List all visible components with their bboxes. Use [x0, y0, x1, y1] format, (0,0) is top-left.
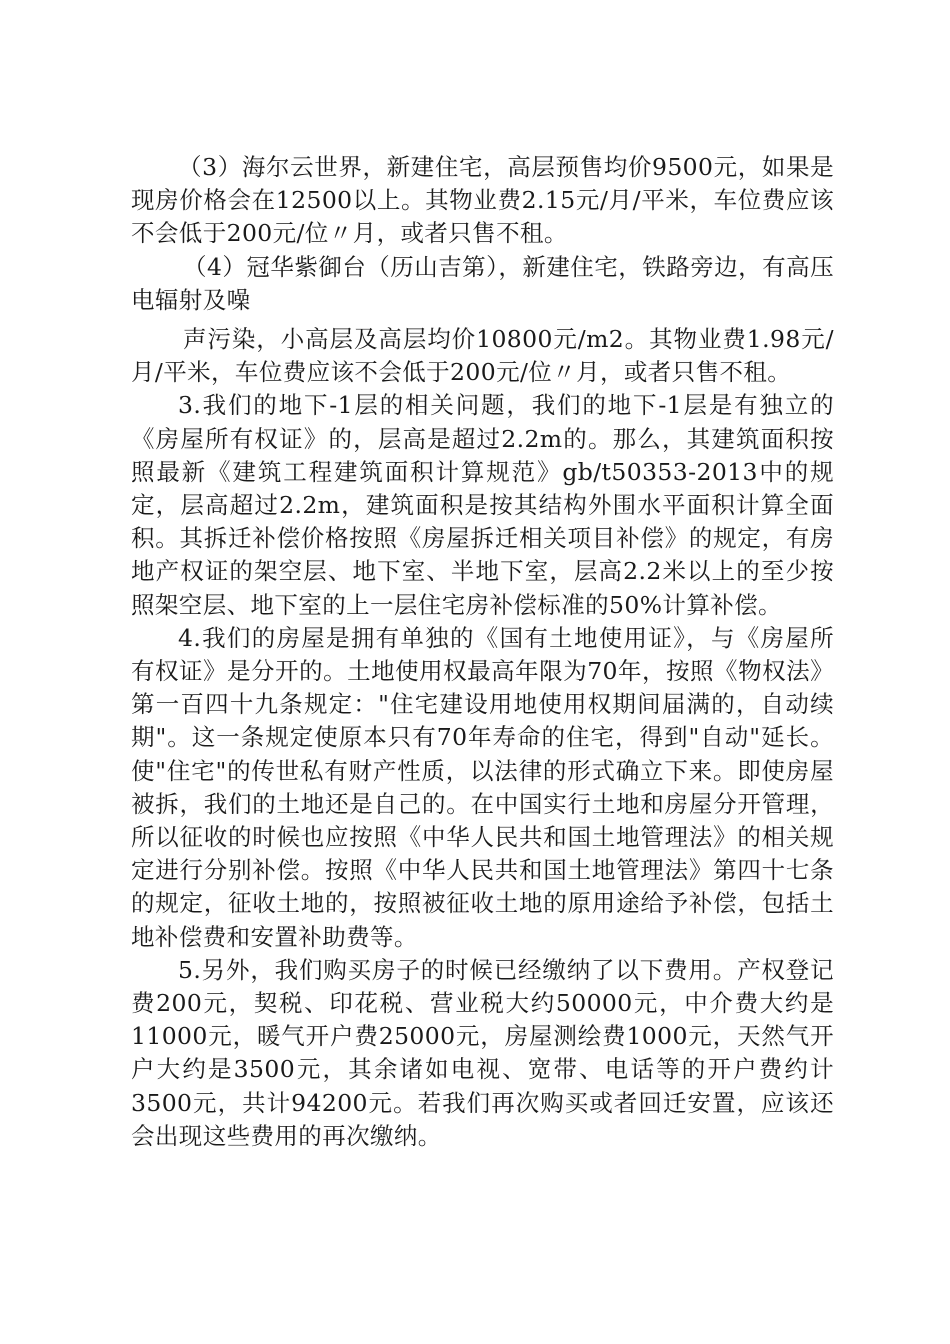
- paragraph-haier-yunshijie: （3）海尔云世界，新建住宅，高层预售均价9500元，如果是现房价格会在12500以上。其物业费2.15元/月/平米，车位费应该不会低于200元/位〃月，或者只售不租。: [131, 153, 834, 248]
- paragraph-noise-pollution: 声污染，小高层及高层均价10800元/m2。其物业费1.98元/月/平米，车位费应该不会低于200元/位〃月，或者只售不租。: [131, 325, 834, 387]
- paragraph-basement-issue: 3.我们的地下-1层的相关问题，我们的地下-1层是有独立的《房屋所有权证》的，层高是超过2.2m的。那么，其建筑面积按照最新《建筑工程建筑面积计算规范》gb/t50353-2013中的规定，层高超过2.2m，建筑面积是按其结构外围水平面积计算全面积。其拆迁补偿价格按照《房屋拆迁相关项目补偿》的规定，有房地产权证的架空层、地下室、半地下室，层高2.2米以上的至少按照架空层、地下室的上一层住宅房补偿标准的50%计算补偿。: [131, 391, 834, 619]
- paragraph-purchase-fees: 5.另外，我们购买房子的时候已经缴纳了以下费用。产权登记费200元，契税、印花税、营业税大约50000元，中介费大约是11000元，暖气开户费25000元，房屋测绘费1000元，天然气开户大约是3500元，其余诸如电视、宽带、电话等的开户费约计3500元，共计94200元。若我们再次购买或者回迁安置，应该还会出现这些费用的再次缴纳。: [131, 955, 834, 1150]
- paragraph-land-use-certificate: 4.我们的房屋是拥有单独的《国有土地使用证》，与《房屋所有权证》是分开的。土地使用权最高年限为70年，按照《物权法》第一百四十九条规定："住宅建设用地使用权期间届满的，自动续期"。这一条规定使原本只有70年寿命的住宅，得到"自动"延长。使"住宅"的传世私有财产性质，以法律的形式确立下来。即使房屋被拆，我们的土地还是自己的。在中国实行土地和房屋分开管理，所以征收的时候也应按照《中华人民共和国土地管理法》的相关规定进行分别补偿。按照《中华人民共和国土地管理法》第四十七条的规定，征收土地的，按照被征收土地的原用途给予补偿，包括土地补偿费和安置补助费等。: [131, 623, 834, 951]
- document-body: [131, 151, 834, 1153]
- paragraph-guanhua-ziyutai: （4）冠华紫御台（历山吉第），新建住宅，铁路旁边，有高压电辐射及噪: [131, 252, 834, 314]
